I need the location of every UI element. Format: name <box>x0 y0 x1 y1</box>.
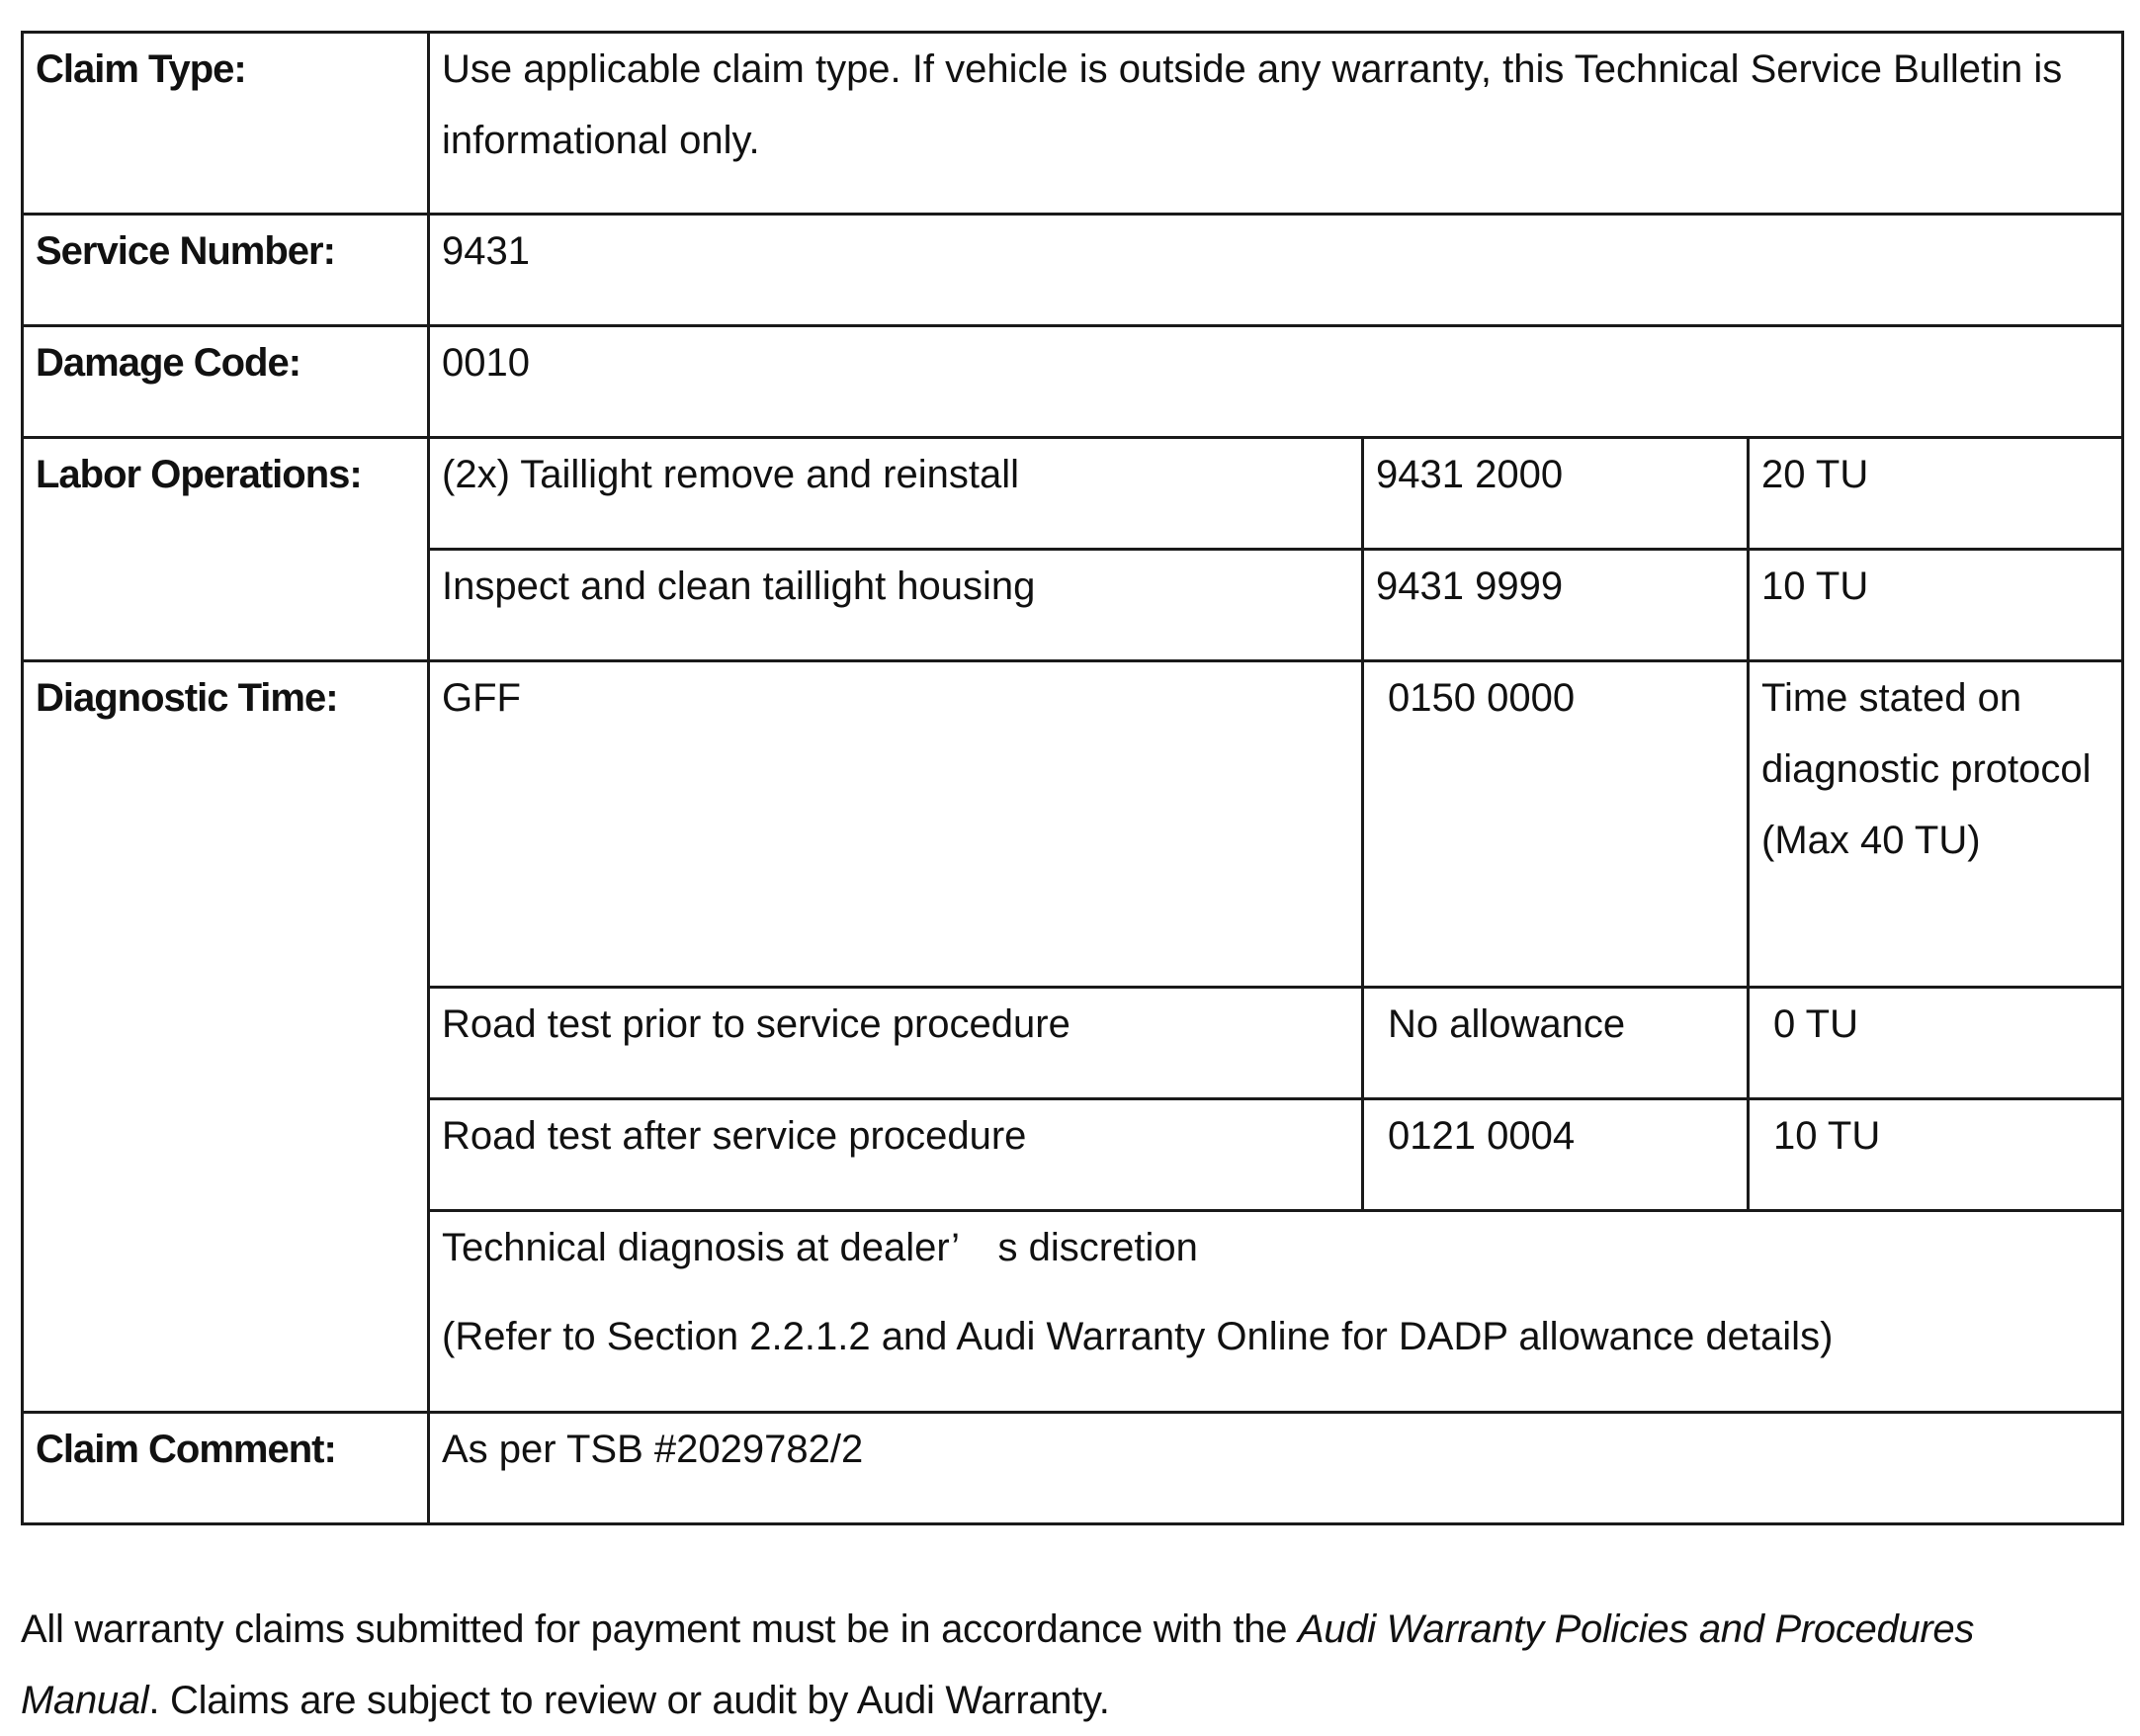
diagnostic-time-label: Diagnostic Time: <box>23 661 429 1413</box>
row-diagnostic-item <box>23 661 2123 988</box>
footer-manual-title: Audi Warranty Policies and Procedures Manual <box>21 1607 1975 1722</box>
warranty-claim-table <box>21 31 2124 1525</box>
row-claim-comment <box>23 1413 2123 1524</box>
damage-code-value: 0010 <box>429 326 2123 438</box>
labor-operations-label: Labor Operations: <box>23 438 429 661</box>
row-labor-operation <box>23 438 2123 550</box>
diagnostic-code: No allowance <box>1363 988 1749 1099</box>
claim-comment-value: As per TSB #2029782/2 <box>429 1413 2123 1524</box>
diagnostic-note <box>429 1211 2123 1413</box>
labor-code: 9431 2000 <box>1363 438 1749 550</box>
diagnostic-note-line1: Technical diagnosis at dealer’ s discretion <box>442 1226 1198 1269</box>
service-number-value: 9431 <box>429 215 2123 326</box>
diagnostic-time-value: 0 TU <box>1749 988 2123 1099</box>
service-number-label: Service Number: <box>23 215 429 326</box>
row-damage-code <box>23 326 2123 438</box>
claim-type-label: Claim Type: <box>23 33 429 215</box>
labor-description: (2x) Taillight remove and reinstall <box>429 438 1363 550</box>
diagnostic-description: Road test prior to service procedure <box>429 988 1363 1099</box>
diagnostic-note-line2: (Refer to Section 2.2.1.2 and Audi Warranty Online for DADP allowance details) <box>442 1315 1834 1358</box>
warranty-footer-note <box>21 1594 2121 1736</box>
diagnostic-time-value: 10 TU <box>1749 1099 2123 1211</box>
labor-code: 9431 9999 <box>1363 550 1749 661</box>
damage-code-label: Damage Code: <box>23 326 429 438</box>
labor-time: 20 TU <box>1749 438 2123 550</box>
row-service-number <box>23 215 2123 326</box>
diagnostic-code: 0150 0000 <box>1363 661 1749 988</box>
diagnostic-description: GFF <box>429 661 1363 988</box>
claim-comment-label: Claim Comment: <box>23 1413 429 1524</box>
diagnostic-description: Road test after service procedure <box>429 1099 1363 1211</box>
footer-text-after: . Claims are subject to review or audit by Audi Warranty. <box>148 1679 1110 1722</box>
footer-text-before: All warranty claims submitted for payment must be in accordance with the <box>21 1607 1298 1651</box>
diagnostic-time-value: Time stated on diagnostic protocol (Max 40 TU) <box>1749 661 2123 988</box>
claim-type-value: Use applicable claim type. If vehicle is outside any warranty, this Technical Service Bulletin is informational only. <box>429 33 2123 215</box>
labor-time: 10 TU <box>1749 550 2123 661</box>
diagnostic-code: 0121 0004 <box>1363 1099 1749 1211</box>
labor-description: Inspect and clean taillight housing <box>429 550 1363 661</box>
row-claim-type <box>23 33 2123 215</box>
